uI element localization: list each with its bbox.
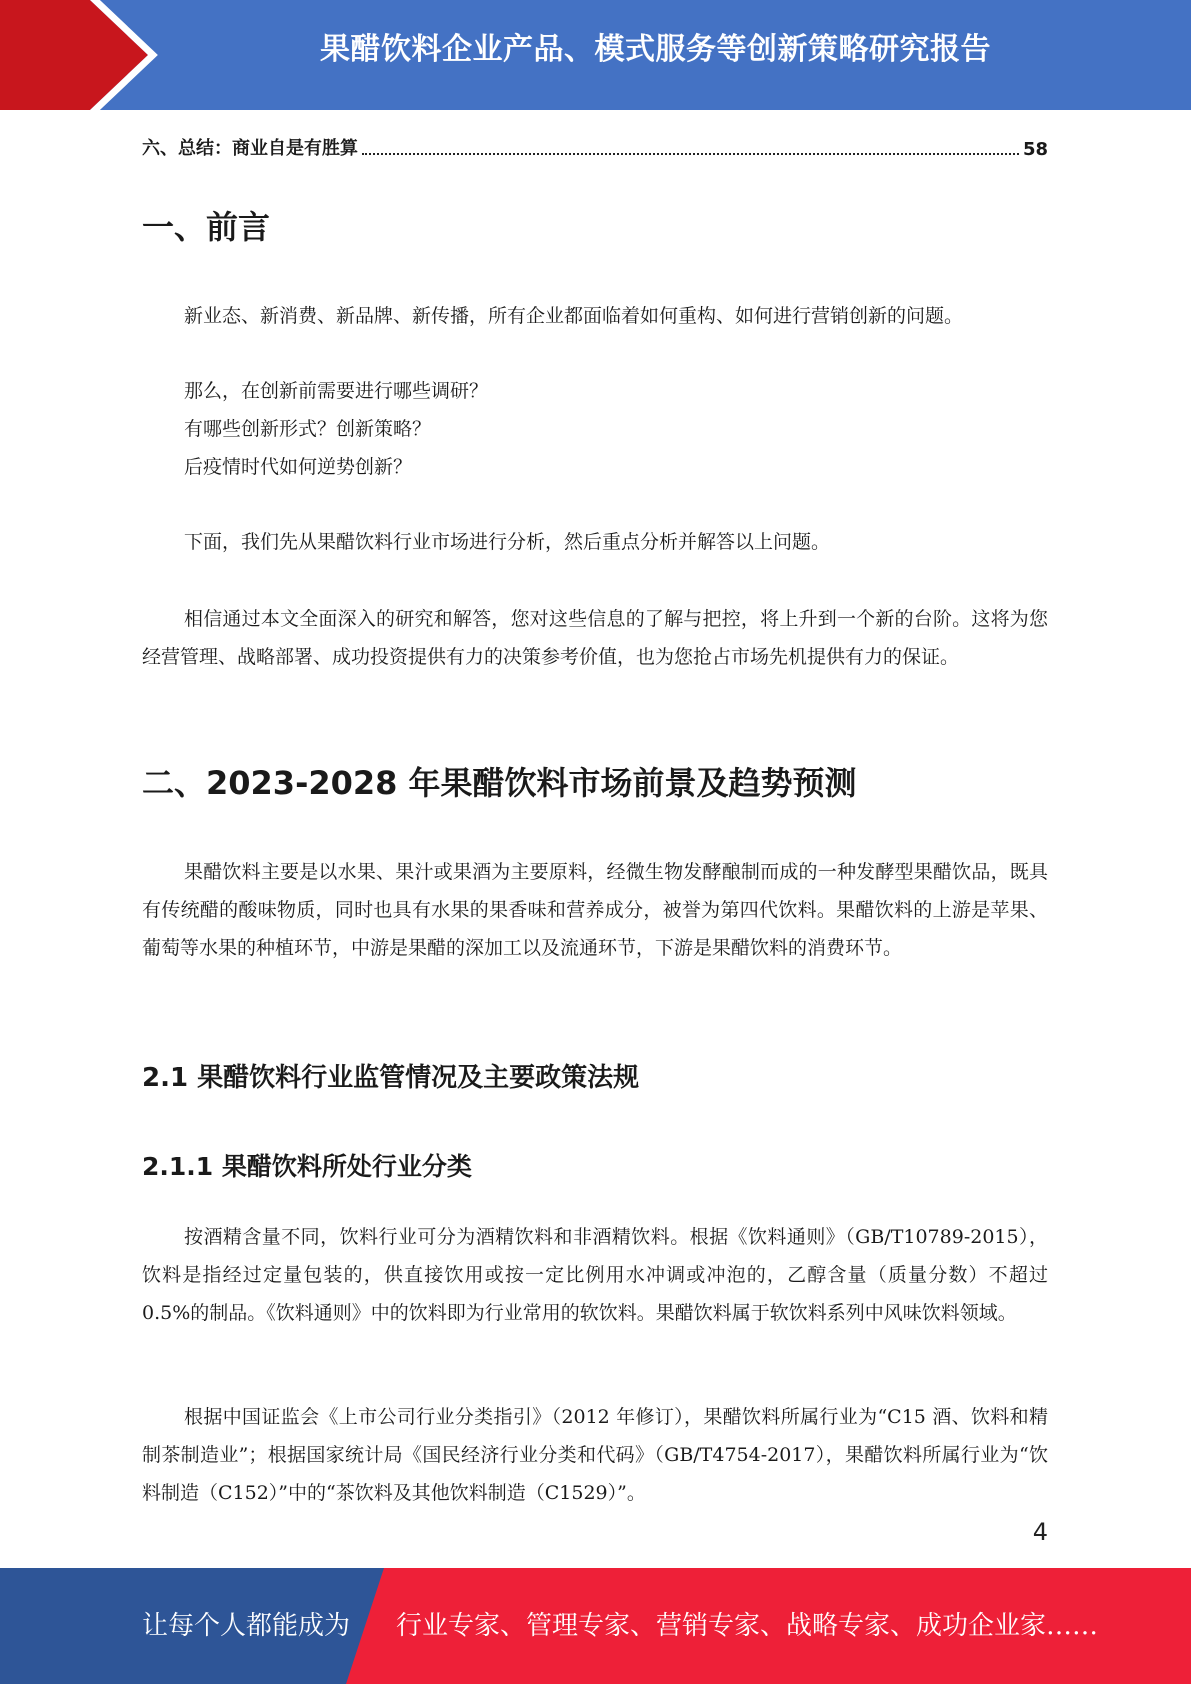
paragraph: 下面，我们先从果醋饮料行业市场进行分析，然后重点分析并解答以上问题。 (184, 531, 831, 553)
question-line: 有哪些创新形式？创新策略？ (184, 418, 432, 440)
question-line: 那么，在创新前需要进行哪些调研？ (184, 380, 489, 402)
page-footer (0, 1568, 1191, 1684)
toc-leader-dots (362, 153, 1019, 155)
toc-entry[interactable] (142, 130, 1048, 160)
subsubsection-heading-classification: 2.1.1 果醋饮料所处行业分类 (142, 1152, 472, 1181)
toc-entry-page: 58 (1022, 139, 1048, 160)
report-title: 果醋饮料企业产品、模式服务等创新策略研究报告 (320, 32, 991, 67)
paragraph: 新业态、新消费、新品牌、新传播，所有企业都面临着如何重构、如何进行营销创新的问题。 (184, 305, 964, 327)
paragraph: 按酒精含量不同，饮料行业可分为酒精饮料和非酒精饮料。根据《饮料通则》（GB/T10789-2015），饮料是指经过定量包装的，供直接饮用或按一定比例用水冲调或冲泡的，乙醇含量（质量分数）不超过 0.5%的制品。《饮料通则》中的饮料即为行业常用的软饮料。果醋饮料属于软饮料系列中风味饮料领域。 (142, 1226, 1048, 1324)
section-heading-preface: 一、前言 (142, 208, 271, 246)
footer-slogan-left: 让每个人都能成为 (142, 1611, 351, 1641)
paragraph: 果醋饮料主要是以水果、果汁或果酒为主要原料，经微生物发酵酿制而成的一种发酵型果醋饮品，既具有传统醋的酸味物质，同时也具有水果的果香味和营养成分，被誉为第四代饮料。果醋饮料的上游是苹果、葡萄等水果的种植环节，中游是果醋的深加工以及流通环节，下游是果醋饮料的消费环节。 (142, 861, 1048, 959)
paragraph: 根据中国证监会《上市公司行业分类指引》（2012 年修订），果醋饮料所属行业为“C15 酒、饮料和精制茶制造业”；根据国家统计局《国民经济行业分类和代码》（GB/T4754-2017），果醋饮料所属行业为“饮料制造（C152）”中的“茶饮料及其他饮料制造（C1529）”。 (142, 1406, 1048, 1504)
question-line: 后疫情时代如何逆势创新？ (184, 456, 413, 478)
section-heading-market-outlook: 二、2023-2028 年果醋饮料市场前景及趋势预测 (142, 764, 857, 802)
toc-entry-label: 六、总结：商业自是有胜算 (142, 138, 358, 159)
footer-slogan-right: 行业专家、管理专家、营销专家、战略专家、成功企业家…… (396, 1611, 1099, 1641)
subsection-heading-regulation: 2.1 果醋饮料行业监管情况及主要政策法规 (142, 1063, 640, 1093)
page-number: 4 (1032, 1518, 1048, 1546)
page-header (0, 0, 1191, 110)
paragraph: 相信通过本文全面深入的研究和解答，您对这些信息的了解与把控，将上升到一个新的台阶。这将为您经营管理、战略部署、成功投资提供有力的决策参考价值，也为您抢占市场先机提供有力的保证。 (142, 608, 1048, 668)
